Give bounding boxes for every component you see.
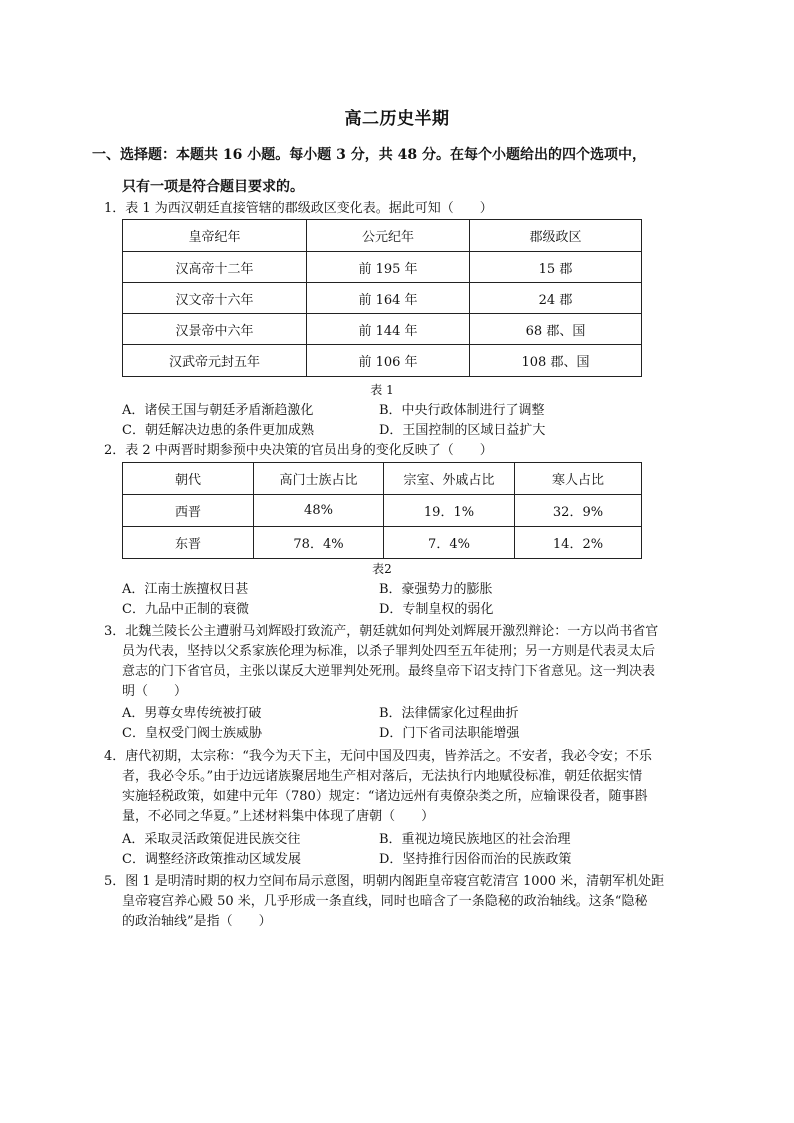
question-line: 4．唐代初期，太宗称：“我今为天下主，无问中国及四夷，皆养活之。不安者，我必令安；不乐 [104, 749, 652, 764]
table-header-cell: 寒人占比 [515, 463, 642, 495]
option-b: B．法律儒家化过程曲折 [379, 706, 519, 721]
table-header-cell: 朝代 [123, 463, 254, 495]
table-header-cell: 公元纪年 [307, 220, 470, 252]
question-2-options [122, 580, 682, 620]
table-row [123, 314, 642, 345]
table-row [123, 495, 642, 527]
question-line: 的政治轴线”是指（ ） [122, 914, 272, 929]
table-cell: 19．1% [384, 495, 515, 527]
table-row [123, 345, 642, 377]
table-cell: 24 郡 [470, 283, 642, 314]
question-1-table-caption: 表 1 [370, 383, 394, 397]
option-a: A．男尊女卑传统被打破 [122, 706, 262, 721]
table-row [123, 252, 642, 283]
option-d: D．专制皇权的弱化 [379, 602, 494, 617]
table-header-cell: 宗室、外戚占比 [384, 463, 515, 495]
table-cell: 西晋 [123, 495, 254, 527]
table-row [123, 283, 642, 314]
option-a: A．江南士族擅权日甚 [122, 582, 249, 597]
table-cell: 前 164 年 [307, 283, 470, 314]
table-header-cell: 皇帝纪年 [123, 220, 307, 252]
question-line: 员为代表，坚持以父系家族伦理为标准，以杀子罪判处四至五年徒刑；另一方则是代表灵太后 [122, 644, 656, 659]
question-2-stem: 2．表 2 中两晋时期参预中央决策的官员出身的变化反映了（ ） [104, 443, 493, 458]
question-1-stem: 1．表 1 为西汉朝廷直接管辖的郡级政区变化表。据此可知（ ） [104, 201, 493, 216]
option-a: A．诸侯王国与朝廷矛盾渐趋激化 [122, 403, 314, 418]
table-cell: 前 195 年 [307, 252, 470, 283]
question-4-options [122, 830, 682, 870]
question-line: 实施轻税政策，如建中元年（780）规定：“诸边远州有夷僚杂类之所，应输课役者，随事斟 [122, 789, 648, 804]
table-cell: 7．4% [384, 527, 515, 559]
option-c: C．九品中正制的衰微 [122, 602, 249, 617]
question-line: 量，不必同之华夏。”上述材料集中体现了唐朝（ ） [122, 809, 435, 824]
question-line: 者，我必令乐。”由于边远诸族聚居地生产相对落后，无法执行内地赋役标准，朝廷依据实情 [122, 769, 643, 784]
option-b: B．豪强势力的膨胀 [379, 582, 493, 597]
option-d: D．王国控制的区域日益扩大 [379, 423, 546, 438]
question-line: 5．图 1 是明清时期的权力空间布局示意图，明朝内阁距皇帝寝宫乾清宫 1000 米，清朝军机处距 [104, 874, 665, 889]
table-row [123, 527, 642, 559]
table-header-cell: 高门士族占比 [254, 463, 384, 495]
question-2-table-caption: 表2 [372, 562, 392, 576]
question-line: 皇帝寝宫养心殿 50 米，几乎形成一条直线，同时也暗含了一条隐秘的政治轴线。这条“隐秘 [122, 894, 648, 909]
table-cell: 前 106 年 [307, 345, 470, 377]
question-4-stem [104, 747, 704, 827]
table-header-row [123, 220, 642, 252]
table-cell: 汉景帝中六年 [123, 314, 307, 345]
question-1-options [122, 401, 682, 441]
question-5-stem [104, 872, 704, 932]
table-cell: 15 郡 [470, 252, 642, 283]
section-heading-line2: 只有一项是符合题目要求的。 [122, 179, 304, 195]
page-title: 高二历史半期 [344, 109, 450, 129]
option-d: D．门下省司法职能增强 [379, 726, 520, 741]
option-d: D．坚持推行因俗而治的民族政策 [379, 852, 572, 867]
table-cell: 东晋 [123, 527, 254, 559]
question-2-table [122, 462, 642, 559]
table-cell: 汉武帝元封五年 [123, 345, 307, 377]
table-cell: 汉文帝十六年 [123, 283, 307, 314]
option-c: C．调整经济政策推动区域发展 [122, 852, 301, 867]
table-cell: 32．9% [515, 495, 642, 527]
section-heading-line1: 一、选择题：本题共 16 小题。每小题 3 分，共 48 分。在每个小题给出的四个选项中， [92, 147, 646, 163]
table-header-cell: 郡级政区 [470, 220, 642, 252]
question-line: 意志的门下省官员，主张以谋反大逆罪判处死刑。最终皇帝下诏支持门下省意见。这一判决表 [122, 664, 656, 679]
table-cell: 14．2% [515, 527, 642, 559]
option-b: B．中央行政体制进行了调整 [379, 403, 545, 418]
table-cell: 汉高帝十二年 [123, 252, 307, 283]
question-line: 3．北魏兰陵长公主遭驸马刘辉殴打致流产，朝廷就如何判处刘辉展开激烈辩论：一方以尚书省官 [104, 624, 659, 639]
option-a: A．采取灵活政策促进民族交往 [122, 832, 301, 847]
table-header-row [123, 463, 642, 495]
question-3-stem [104, 622, 704, 702]
question-3-options [122, 704, 682, 744]
option-c: C．朝廷解决边患的条件更加成熟 [122, 423, 314, 438]
table-cell: 68 郡、国 [470, 314, 642, 345]
table-cell: 78．4% [254, 527, 384, 559]
table-cell: 108 郡、国 [470, 345, 642, 377]
option-c: C．皇权受门阀士族威胁 [122, 726, 262, 741]
question-line: 明（ ） [122, 684, 188, 699]
table-cell: 48% [254, 495, 384, 527]
table-cell: 前 144 年 [307, 314, 470, 345]
question-1-table [122, 219, 642, 377]
option-b: B．重视边境民族地区的社会治理 [379, 832, 571, 847]
